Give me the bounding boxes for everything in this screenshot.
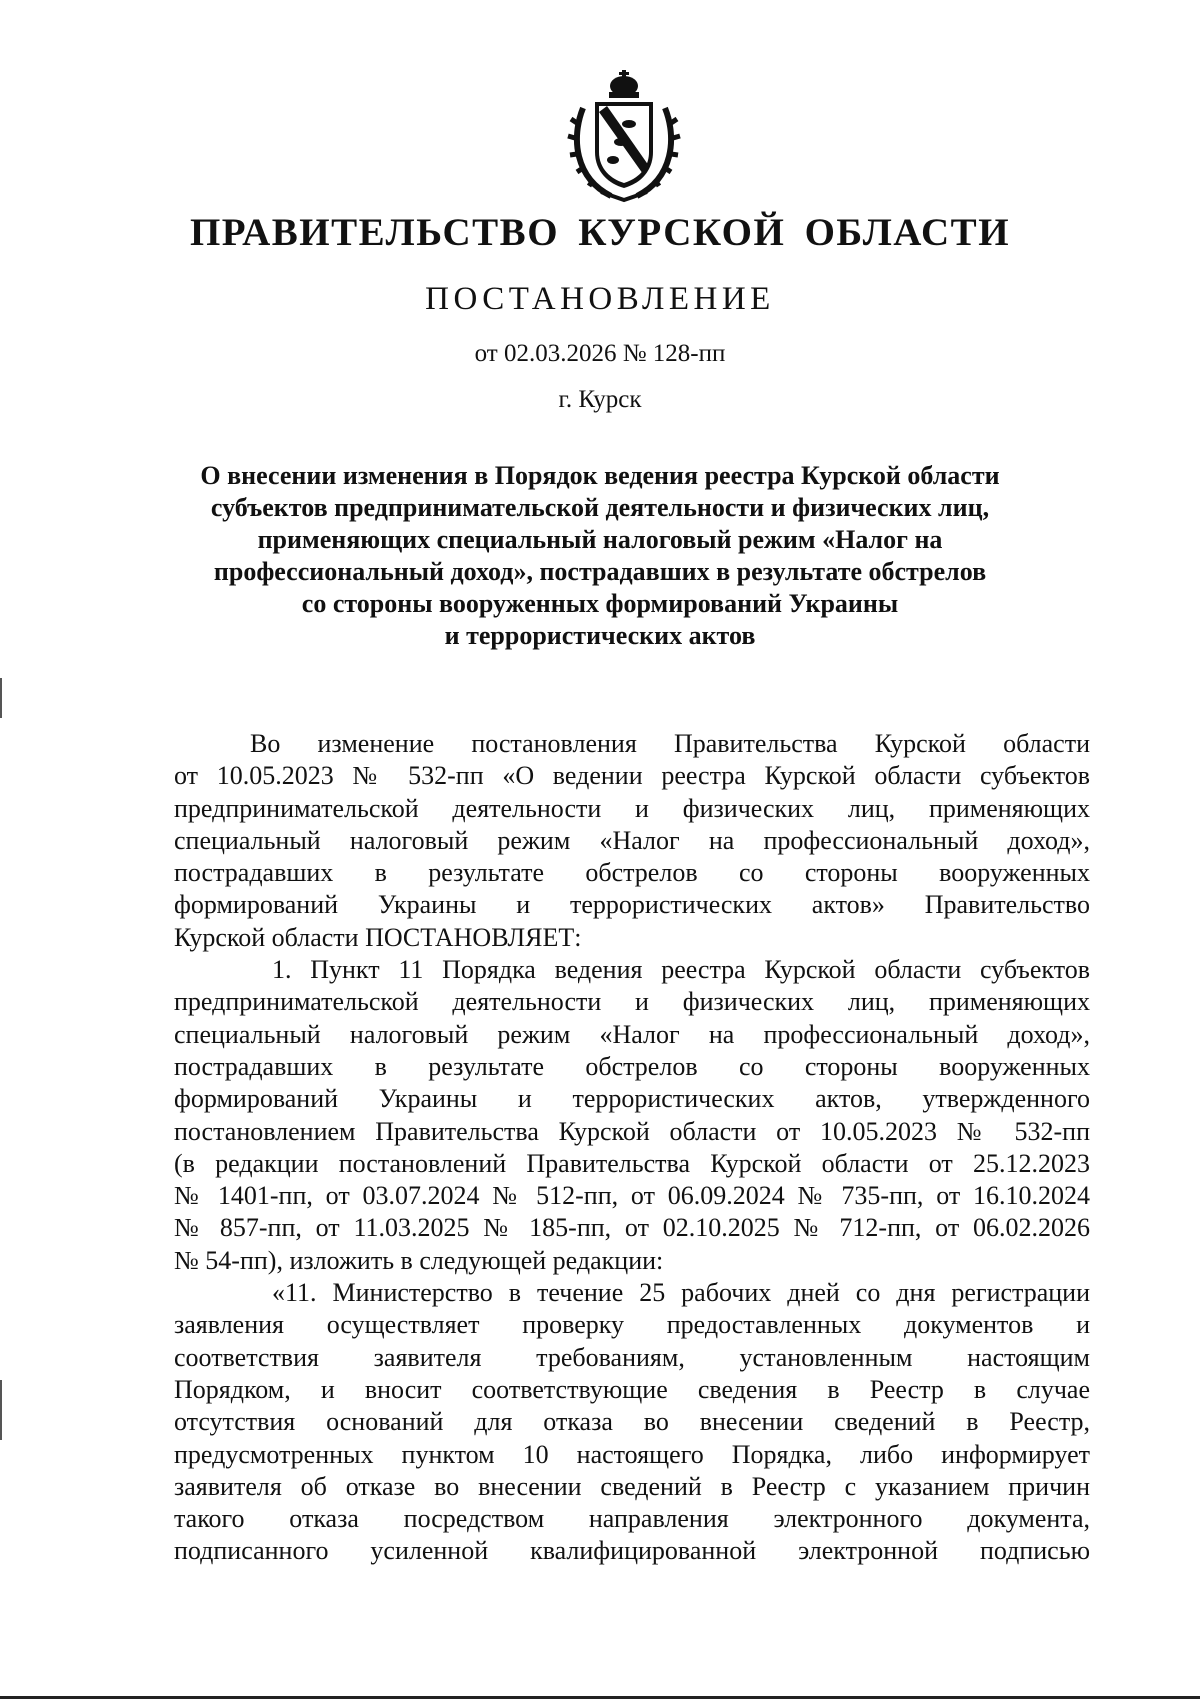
kursk-coat-of-arms-emblem <box>561 68 687 204</box>
body-line: № 1401-пп, от 03.07.2024 № 512-пп, от 06.09.2024 № 735-пп, от 16.10.2024 <box>174 1181 1090 1211</box>
paragraph-item-1 <box>174 954 1090 1277</box>
scan-edge-mark <box>0 1380 2 1440</box>
body-line: постановлением Правительства Курской области от 10.05.2023 № 532-пп <box>174 1116 1090 1146</box>
government-title: ПРАВИТЕЛЬСТВО КУРСКОЙ ОБЛАСТИ <box>189 211 1011 254</box>
subject-line: О внесении изменения в Порядок ведения реестра Курской области <box>200 461 1000 490</box>
subject-line: профессиональный доход», пострадавших в результате обстрелов <box>213 557 987 586</box>
body-line: такого отказа посредством направления электронного документа, <box>174 1504 1090 1534</box>
body-line: соответствия заявителя требованиям, установленным настоящим <box>174 1342 1090 1372</box>
body-line: предпринимательской деятельности и физических лиц, применяющих <box>174 987 1090 1017</box>
body-line: предпринимательской деятельности и физических лиц, применяющих <box>174 793 1090 823</box>
body-line: формирований Украины и террористических актов, утвержденного <box>174 1084 1090 1114</box>
body-line: отсутствия оснований для отказа во внесении сведений в Реестр, <box>174 1407 1090 1437</box>
body-line: заявления осуществляет проверку предоставленных документов и <box>174 1310 1090 1340</box>
body-line: формирований Украины и террористических актов» Правительство <box>174 890 1090 920</box>
subject-line: применяющих специальный налоговый режим «Налог на <box>257 525 943 554</box>
body-line: (в редакции постановлений Правительства Курской области от 25.12.2023 <box>174 1148 1090 1178</box>
scan-bottom-edge <box>0 1696 1200 1699</box>
document-city: г. Курск <box>558 386 642 413</box>
paragraph-preamble <box>174 728 1090 954</box>
scan-edge-mark <box>0 678 2 718</box>
subject-line: со стороны вооруженных формирований Украины <box>301 589 899 618</box>
body-line: предусмотренных пунктом 10 настоящего Порядка, либо информирует <box>174 1439 1090 1469</box>
body-line: специальный налоговый режим «Налог на профессиональный доход», <box>174 825 1090 855</box>
body-line: № 54-пп), изложить в следующей редакции: <box>174 1245 664 1275</box>
document-date-number: от 02.03.2026 № 128-пп <box>474 340 726 367</box>
body-line: 1. Пункт 11 Порядка ведения реестра Курской области субъектов <box>272 955 1090 985</box>
body-line: Порядком, и вносит соответствующие сведения в Реестр в случае <box>174 1374 1090 1404</box>
subject-line: субъектов предпринимательской деятельности и физических лиц, <box>210 493 990 522</box>
body-line: «11. Министерство в течение 25 рабочих дней со дня регистрации <box>272 1278 1090 1308</box>
body-line: заявителя об отказе во внесении сведений в Реестр с указанием причин <box>174 1471 1090 1501</box>
body-line: пострадавших в результате обстрелов со стороны вооруженных <box>174 858 1090 888</box>
document-body <box>174 728 1090 1568</box>
subject-line: и террористических актов <box>444 621 756 650</box>
body-line: пострадавших в результате обстрелов со стороны вооруженных <box>174 1051 1090 1081</box>
body-line: специальный налоговый режим «Налог на профессиональный доход», <box>174 1019 1090 1049</box>
document-subject <box>150 460 1050 652</box>
body-line: Во изменение постановления Правительства Курской области <box>250 729 1090 758</box>
body-line: подписанного усиленной квалифицированной электронной подписью <box>174 1536 1090 1566</box>
body-line: Курской области ПОСТАНОВЛЯЕТ: <box>174 922 582 952</box>
document-type: ПОСТАНОВЛЕНИЕ <box>425 281 775 317</box>
body-line: № 857-пп, от 11.03.2025 № 185-пп, от 02.10.2025 № 712-пп, от 06.02.2026 <box>174 1213 1090 1243</box>
paragraph-item-11-text <box>174 1277 1090 1568</box>
body-line: от 10.05.2023 № 532-пп «О ведении реестра Курской области субъектов <box>174 761 1090 791</box>
